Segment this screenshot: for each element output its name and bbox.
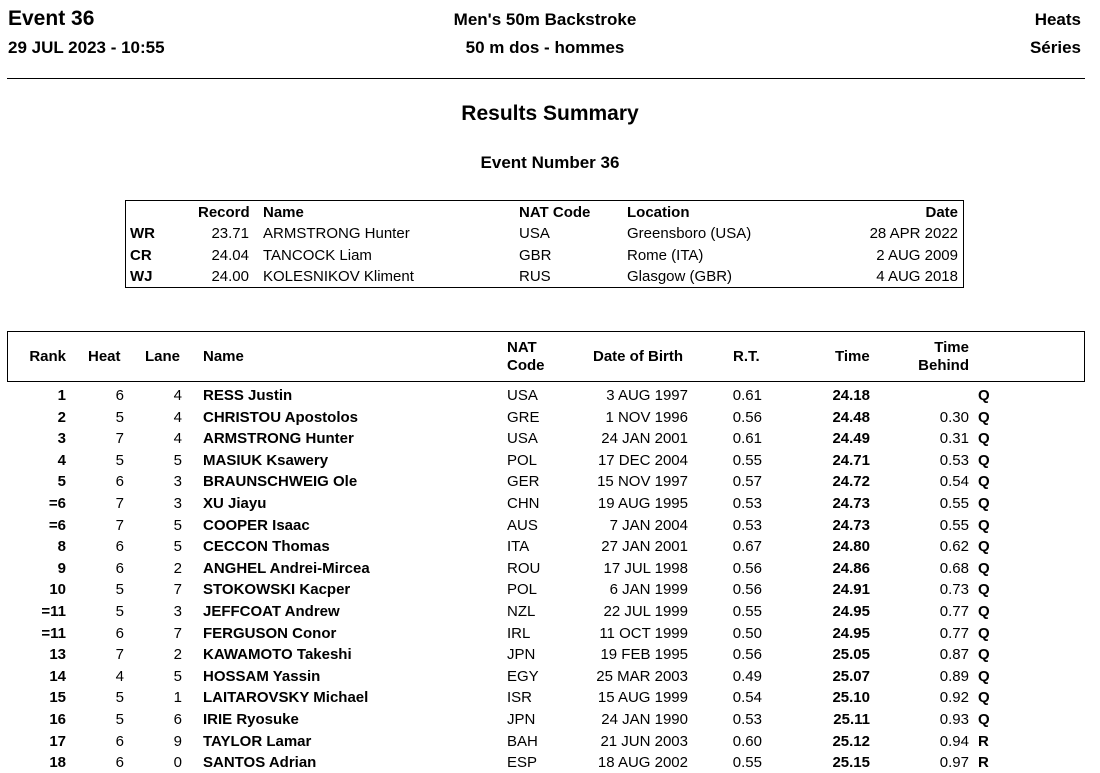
result-behind: 0.87 bbox=[939, 646, 969, 664]
result-time: 24.73 bbox=[832, 495, 870, 512]
result-time: 24.73 bbox=[832, 516, 870, 534]
result-dob: 22 JUL 1999 bbox=[603, 603, 688, 620]
result-rank: 14 bbox=[49, 667, 66, 685]
event-datetime: 29 JUL 2023 - 10:55 bbox=[8, 38, 165, 57]
result-lane: 5 bbox=[173, 516, 182, 534]
result-name: TAYLOR Lamar bbox=[203, 732, 312, 750]
result-time: 25.11 bbox=[833, 711, 870, 728]
result-row bbox=[0, 471, 1100, 492]
phase-en: Heats bbox=[1034, 10, 1081, 29]
result-dob: 17 DEC 2004 bbox=[597, 451, 688, 469]
result-time: 24.80 bbox=[832, 538, 870, 556]
result-time: 24.95 bbox=[832, 603, 870, 620]
result-lane: 4 bbox=[173, 408, 182, 426]
result-nat: POL bbox=[507, 581, 538, 599]
result-qualifier: Q bbox=[978, 711, 990, 728]
result-qualifier: Q bbox=[978, 581, 990, 599]
result-heat: 7 bbox=[115, 646, 124, 664]
result-heat: 5 bbox=[115, 408, 124, 426]
result-dob: 17 JUL 1998 bbox=[603, 559, 688, 577]
result-time: 24.95 bbox=[832, 624, 870, 642]
result-qualifier: Q bbox=[978, 473, 990, 491]
result-name: COOPER Isaac bbox=[203, 516, 310, 534]
result-row bbox=[0, 385, 1100, 406]
result-heat: 7 bbox=[115, 430, 124, 448]
result-heat: 6 bbox=[115, 624, 124, 642]
result-lane: 2 bbox=[173, 646, 182, 664]
result-name: FERGUSON Conor bbox=[203, 624, 337, 642]
result-dob: 25 MAR 2003 bbox=[596, 667, 688, 685]
result-behind: 0.77 bbox=[939, 603, 969, 620]
result-dob: 6 JAN 1999 bbox=[609, 581, 688, 599]
result-behind: 0.89 bbox=[939, 667, 969, 685]
col-rank: Rank bbox=[29, 348, 66, 365]
result-lane: 0 bbox=[173, 754, 182, 772]
phase-fr: Séries bbox=[1029, 38, 1081, 57]
event-label: Event 36 bbox=[8, 7, 95, 30]
result-row bbox=[0, 731, 1100, 752]
record-holder: TANCOCK Liam bbox=[263, 246, 372, 264]
result-qualifier: Q bbox=[978, 624, 990, 642]
result-behind: 0.77 bbox=[939, 624, 969, 642]
result-time: 24.48 bbox=[832, 408, 870, 426]
event-title-fr: 50 m dos - hommes bbox=[465, 38, 625, 57]
result-nat: AUS bbox=[507, 516, 538, 534]
summary-title: Results Summary bbox=[461, 102, 639, 125]
result-heat: 4 bbox=[115, 667, 124, 685]
result-dob: 11 OCT 1999 bbox=[599, 624, 688, 642]
result-lane: 2 bbox=[173, 559, 182, 577]
record-location: Glasgow (GBR) bbox=[627, 268, 733, 285]
result-lane: 7 bbox=[173, 624, 182, 642]
result-dob: 19 AUG 1995 bbox=[597, 495, 688, 512]
result-dob: 24 JAN 2001 bbox=[601, 430, 688, 448]
result-rank: =6 bbox=[48, 516, 66, 534]
records-table bbox=[125, 200, 964, 288]
result-nat: GER bbox=[507, 473, 540, 491]
result-time: 25.05 bbox=[832, 646, 870, 664]
records-header-location: Location bbox=[627, 204, 690, 221]
result-nat: ESP bbox=[507, 754, 538, 772]
result-name: MASIUK Ksawery bbox=[203, 451, 329, 469]
result-rt: 0.67 bbox=[732, 538, 762, 556]
result-row bbox=[0, 752, 1100, 773]
result-time: 25.07 bbox=[832, 667, 870, 685]
result-rank: =6 bbox=[48, 495, 66, 512]
record-nat: GBR bbox=[519, 246, 552, 264]
result-name: RESS Justin bbox=[203, 387, 293, 404]
result-dob: 15 AUG 1999 bbox=[597, 689, 688, 707]
result-behind: 0.55 bbox=[939, 516, 969, 534]
result-rt: 0.54 bbox=[732, 689, 762, 707]
result-name: JEFFCOAT Andrew bbox=[203, 603, 340, 620]
result-heat: 5 bbox=[115, 581, 124, 599]
result-rt: 0.53 bbox=[732, 495, 762, 512]
record-type: WJ bbox=[130, 268, 153, 285]
result-row bbox=[0, 687, 1100, 708]
record-location: Rome (ITA) bbox=[627, 246, 704, 264]
result-name: HOSSAM Yassin bbox=[203, 667, 321, 685]
result-behind: 0.55 bbox=[939, 495, 969, 512]
col-lane: Lane bbox=[145, 348, 181, 365]
result-rank: 3 bbox=[57, 430, 66, 448]
result-row bbox=[0, 666, 1100, 687]
result-rank: 17 bbox=[49, 732, 66, 750]
result-dob: 7 JAN 2004 bbox=[609, 516, 688, 534]
result-time: 24.49 bbox=[832, 430, 870, 448]
result-row bbox=[0, 428, 1100, 449]
col-behind-2: Behind bbox=[918, 357, 969, 374]
result-rt: 0.55 bbox=[732, 603, 762, 620]
result-heat: 5 bbox=[115, 711, 124, 728]
result-rank: =11 bbox=[41, 603, 66, 620]
result-row bbox=[0, 407, 1100, 428]
result-nat: ISR bbox=[507, 689, 533, 707]
col-dob: Date of Birth bbox=[593, 348, 683, 365]
record-type: CR bbox=[130, 246, 152, 264]
record-date: 4 AUG 2018 bbox=[876, 268, 958, 285]
result-heat: 6 bbox=[115, 754, 124, 772]
result-heat: 6 bbox=[115, 387, 124, 404]
result-lane: 9 bbox=[173, 732, 182, 750]
result-lane: 5 bbox=[173, 667, 182, 685]
result-heat: 5 bbox=[115, 451, 124, 469]
result-behind: 0.53 bbox=[939, 451, 969, 469]
result-name: BRAUNSCHWEIG Ole bbox=[203, 473, 358, 491]
result-rt: 0.61 bbox=[732, 387, 762, 404]
result-dob: 15 NOV 1997 bbox=[597, 473, 688, 491]
result-dob: 27 JAN 2001 bbox=[601, 538, 688, 556]
record-date: 2 AUG 2009 bbox=[876, 246, 958, 264]
result-time: 24.18 bbox=[832, 387, 870, 404]
event-number: Event Number 36 bbox=[480, 153, 620, 172]
result-rt: 0.49 bbox=[732, 667, 762, 685]
result-nat: CHN bbox=[507, 495, 540, 512]
result-lane: 6 bbox=[173, 711, 182, 728]
result-rank: 13 bbox=[49, 646, 66, 664]
result-rank: 4 bbox=[57, 451, 66, 469]
result-nat: JPN bbox=[507, 646, 536, 664]
result-lane: 4 bbox=[173, 430, 182, 448]
result-rank: 16 bbox=[49, 711, 66, 728]
records-header-nat: NAT Code bbox=[519, 204, 591, 221]
result-heat: 5 bbox=[115, 689, 124, 707]
result-qualifier: Q bbox=[978, 495, 990, 512]
result-behind: 0.30 bbox=[939, 408, 969, 426]
result-lane: 4 bbox=[173, 387, 182, 404]
result-behind: 0.31 bbox=[939, 430, 969, 448]
result-heat: 6 bbox=[115, 732, 124, 750]
result-qualifier: Q bbox=[978, 689, 990, 707]
result-lane: 7 bbox=[173, 581, 182, 599]
result-time: 25.15 bbox=[832, 754, 870, 772]
result-nat: ROU bbox=[507, 559, 541, 577]
result-row bbox=[0, 601, 1100, 622]
record-value: 23.71 bbox=[211, 225, 249, 242]
result-row bbox=[0, 493, 1100, 514]
result-rt: 0.61 bbox=[732, 430, 762, 448]
result-rt: 0.55 bbox=[732, 754, 762, 772]
result-nat: USA bbox=[507, 387, 538, 404]
result-rank: 15 bbox=[49, 689, 66, 707]
result-qualifier: Q bbox=[978, 538, 990, 556]
result-qualifier: Q bbox=[978, 408, 990, 426]
result-rt: 0.60 bbox=[732, 732, 762, 750]
result-dob: 21 JUN 2003 bbox=[600, 732, 688, 750]
result-nat: BAH bbox=[507, 732, 538, 750]
records-header-record: Record bbox=[198, 204, 250, 221]
result-row bbox=[0, 709, 1100, 730]
result-nat: EGY bbox=[507, 667, 539, 685]
record-nat: RUS bbox=[519, 268, 551, 285]
result-heat: 7 bbox=[115, 495, 124, 512]
result-nat: IRL bbox=[507, 624, 531, 642]
result-qualifier: Q bbox=[978, 430, 990, 448]
result-nat: POL bbox=[507, 451, 538, 469]
result-qualifier: R bbox=[978, 732, 989, 750]
result-rank: =11 bbox=[41, 624, 66, 642]
result-name: ANGHEL Andrei-Mircea bbox=[203, 559, 370, 577]
result-row bbox=[0, 515, 1100, 536]
result-time: 24.91 bbox=[832, 581, 870, 599]
result-behind: 0.73 bbox=[939, 581, 969, 599]
result-heat: 6 bbox=[115, 559, 124, 577]
result-dob: 24 JAN 1990 bbox=[601, 711, 688, 728]
result-rt: 0.53 bbox=[732, 516, 762, 534]
result-dob: 1 NOV 1996 bbox=[605, 408, 688, 426]
result-rank: 9 bbox=[57, 559, 66, 577]
result-dob: 3 AUG 1997 bbox=[606, 387, 688, 404]
result-behind: 0.97 bbox=[939, 754, 969, 772]
result-behind: 0.94 bbox=[939, 732, 969, 750]
record-value: 24.04 bbox=[211, 246, 249, 264]
result-row bbox=[0, 450, 1100, 471]
result-behind: 0.54 bbox=[939, 473, 969, 491]
col-rt: R.T. bbox=[733, 348, 760, 365]
result-dob: 18 AUG 2002 bbox=[597, 754, 688, 772]
result-nat: NZL bbox=[507, 603, 536, 620]
result-row bbox=[0, 644, 1100, 665]
col-nat-2: Code bbox=[507, 357, 545, 374]
result-name: CECCON Thomas bbox=[203, 538, 330, 556]
result-row bbox=[0, 536, 1100, 557]
result-rt: 0.57 bbox=[732, 473, 762, 491]
result-time: 24.86 bbox=[832, 559, 870, 577]
result-rank: 5 bbox=[57, 473, 66, 491]
result-lane: 1 bbox=[173, 689, 182, 707]
result-lane: 5 bbox=[173, 451, 182, 469]
result-name: KAWAMOTO Takeshi bbox=[203, 646, 352, 664]
result-name: SANTOS Adrian bbox=[203, 754, 317, 772]
result-lane: 5 bbox=[173, 538, 182, 556]
result-lane: 3 bbox=[173, 495, 182, 512]
col-behind-1: Time bbox=[934, 339, 969, 356]
record-nat: USA bbox=[519, 225, 550, 242]
header-divider bbox=[7, 78, 1085, 79]
col-heat: Heat bbox=[88, 348, 121, 365]
result-rank: 2 bbox=[57, 408, 66, 426]
result-heat: 6 bbox=[115, 538, 124, 556]
result-nat: JPN bbox=[507, 711, 536, 728]
result-time: 25.12 bbox=[832, 732, 870, 750]
result-behind: 0.68 bbox=[939, 559, 969, 577]
result-heat: 6 bbox=[115, 473, 124, 491]
col-time: Time bbox=[835, 348, 870, 365]
event-title-en: Men's 50m Backstroke bbox=[453, 10, 637, 29]
result-rank: 10 bbox=[49, 581, 66, 599]
result-qualifier: Q bbox=[978, 646, 990, 664]
result-qualifier: R bbox=[978, 754, 989, 772]
result-rt: 0.55 bbox=[732, 451, 762, 469]
result-name: IRIE Ryosuke bbox=[203, 711, 299, 728]
col-name: Name bbox=[203, 348, 244, 365]
result-qualifier: Q bbox=[978, 603, 990, 620]
result-lane: 3 bbox=[173, 473, 182, 491]
result-row bbox=[0, 623, 1100, 644]
result-qualifier: Q bbox=[978, 451, 990, 469]
result-name: ARMSTRONG Hunter bbox=[203, 430, 354, 448]
result-lane: 3 bbox=[173, 603, 182, 620]
col-nat-1: NAT bbox=[507, 339, 537, 356]
record-date: 28 APR 2022 bbox=[869, 225, 958, 242]
result-rt: 0.53 bbox=[732, 711, 762, 728]
result-rt: 0.56 bbox=[732, 408, 762, 426]
result-rank: 1 bbox=[57, 387, 66, 404]
result-name: LAITAROVSKY Michael bbox=[203, 689, 369, 707]
result-nat: GRE bbox=[507, 408, 540, 426]
result-heat: 7 bbox=[115, 516, 124, 534]
result-behind: 0.62 bbox=[939, 538, 969, 556]
record-holder: KOLESNIKOV Kliment bbox=[263, 268, 414, 285]
result-rank: 18 bbox=[49, 754, 66, 772]
result-behind: 0.93 bbox=[939, 711, 969, 728]
result-time: 24.71 bbox=[832, 451, 870, 469]
result-name: XU Jiayu bbox=[203, 495, 267, 512]
result-heat: 5 bbox=[115, 603, 124, 620]
result-rt: 0.56 bbox=[732, 581, 762, 599]
result-rt: 0.56 bbox=[732, 646, 762, 664]
result-rt: 0.50 bbox=[732, 624, 762, 642]
result-nat: ITA bbox=[507, 538, 530, 556]
record-location: Greensboro (USA) bbox=[627, 225, 752, 242]
result-row bbox=[0, 579, 1100, 600]
result-row bbox=[0, 558, 1100, 579]
records-header-name: Name bbox=[263, 204, 304, 221]
result-qualifier: Q bbox=[978, 516, 990, 534]
record-value: 24.00 bbox=[211, 268, 249, 285]
result-rank: 8 bbox=[57, 538, 66, 556]
result-behind: 0.92 bbox=[939, 689, 969, 707]
result-dob: 19 FEB 1995 bbox=[600, 646, 688, 664]
records-header-date: Date bbox=[925, 204, 958, 221]
result-rt: 0.56 bbox=[732, 559, 762, 577]
result-name: STOKOWSKI Kacper bbox=[203, 581, 351, 599]
record-type: WR bbox=[130, 225, 155, 242]
result-qualifier: Q bbox=[978, 559, 990, 577]
result-qualifier: Q bbox=[978, 667, 990, 685]
result-qualifier: Q bbox=[978, 387, 990, 404]
record-holder: ARMSTRONG Hunter bbox=[263, 225, 410, 242]
result-time: 25.10 bbox=[832, 689, 870, 707]
result-time: 24.72 bbox=[832, 473, 870, 491]
result-nat: USA bbox=[507, 430, 538, 448]
result-name: CHRISTOU Apostolos bbox=[203, 408, 359, 426]
